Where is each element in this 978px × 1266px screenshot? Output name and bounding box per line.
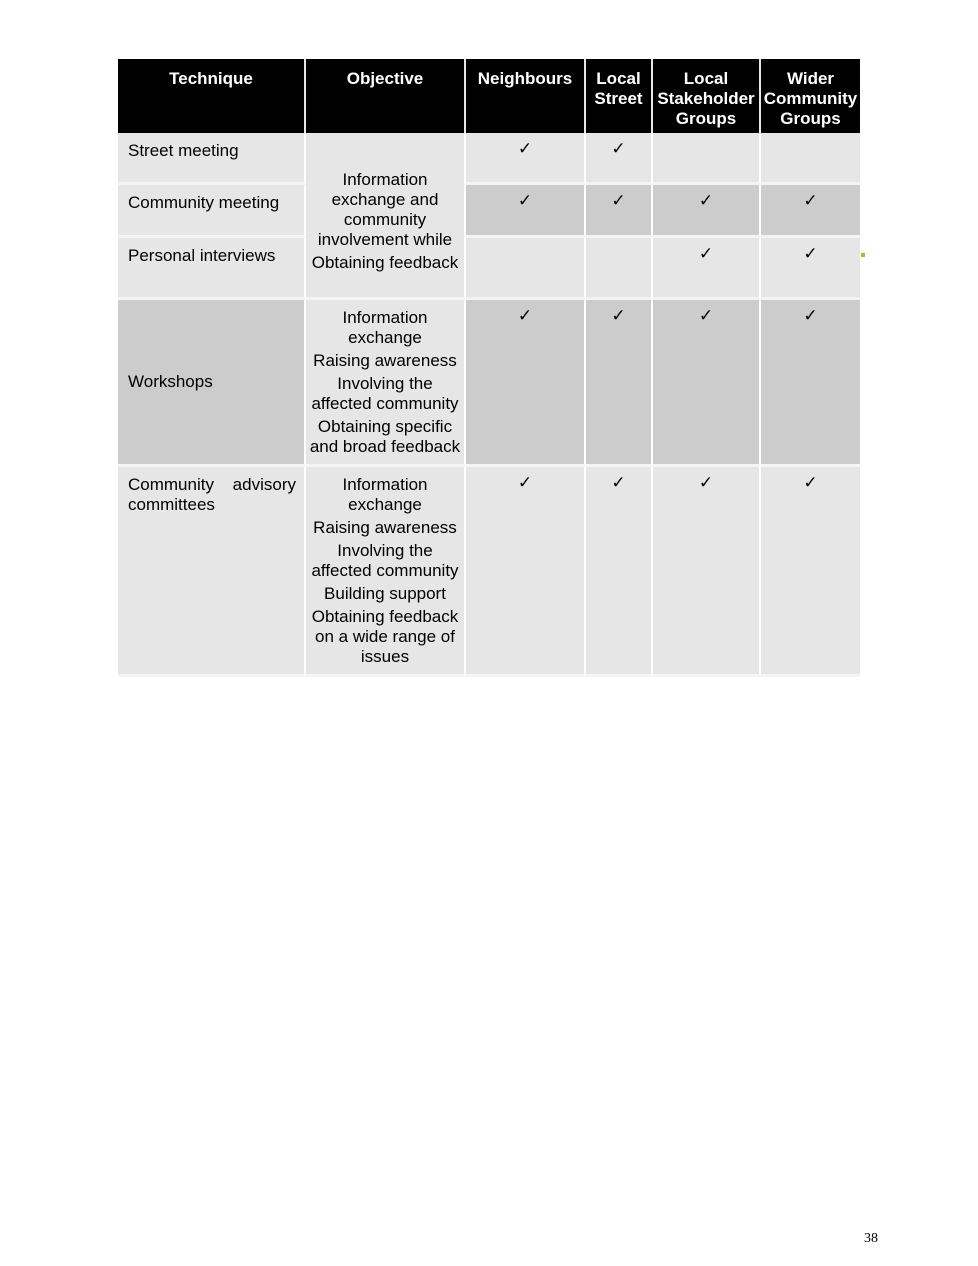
check-icon: ✓: [698, 306, 714, 325]
header-local-stakeholder-groups: Local Stakeholder Groups: [653, 59, 761, 133]
check-cell: [761, 238, 860, 300]
check-icon: ✓: [611, 306, 626, 325]
technique-cell: Community meeting: [118, 185, 306, 238]
objective-line: Involving the affected community: [311, 541, 459, 580]
check-cell: [586, 300, 653, 467]
check-icon: ✓: [698, 191, 714, 210]
check-cell: [586, 238, 653, 300]
technique-table: [118, 59, 860, 677]
check-cell: [761, 185, 860, 238]
check-icon: ✓: [698, 473, 714, 492]
header-local-street: Local Street: [586, 59, 653, 133]
technique-cell: Personal interviews: [118, 238, 306, 300]
check-icon: ✓: [517, 306, 533, 325]
check-icon: ✓: [611, 139, 626, 158]
objective-cell: [306, 467, 466, 677]
objective-line: Raising awareness: [313, 518, 457, 537]
header-neighbours: Neighbours: [466, 59, 586, 133]
check-cell: [586, 185, 653, 238]
check-icon: ✓: [698, 244, 714, 263]
header-row: [118, 59, 860, 133]
check-cell: [586, 133, 653, 185]
technique-cell: Street meeting: [118, 133, 306, 185]
check-cell: [653, 467, 761, 677]
table-row: [118, 300, 860, 467]
objective-line: Building support: [324, 584, 446, 603]
technique-cell: Workshops: [118, 300, 306, 467]
check-cell: [466, 238, 586, 300]
table-row: [118, 185, 860, 238]
green-dot-mark: [861, 253, 865, 257]
check-cell: [653, 300, 761, 467]
check-cell: [466, 467, 586, 677]
check-icon: ✓: [517, 139, 533, 158]
check-icon: ✓: [803, 306, 818, 325]
check-icon: ✓: [517, 473, 533, 492]
check-cell: [761, 467, 860, 677]
table-row: [118, 238, 860, 300]
objective-line: Obtaining feedback: [311, 253, 459, 272]
check-cell: [653, 238, 761, 300]
objective-line: Raising awareness: [313, 351, 457, 370]
check-icon: ✓: [803, 244, 818, 263]
check-icon: ✓: [611, 473, 626, 492]
header-technique: Technique: [118, 59, 306, 133]
header-wider-community-groups: Wider Community Groups: [761, 59, 860, 133]
technique-cell: Community advisory committees: [118, 467, 306, 677]
header-objective: Objective: [306, 59, 466, 133]
check-cell: [466, 185, 586, 238]
objective-line: Obtaining feedback on a wide range of issues: [311, 607, 459, 666]
check-cell: [761, 133, 860, 185]
objective-line: Obtaining specific and broad feedback: [309, 417, 461, 456]
check-cell: [653, 185, 761, 238]
page-number: 38: [864, 1231, 878, 1246]
objective-cell: [306, 133, 466, 300]
check-icon: ✓: [803, 191, 818, 210]
objective-cell: [306, 300, 466, 467]
check-icon: ✓: [803, 473, 818, 492]
objective-line: Information exchange: [342, 308, 428, 347]
table-row: [118, 133, 860, 185]
objective-line: Information exchange: [342, 475, 428, 514]
check-cell: [466, 300, 586, 467]
check-cell: [466, 133, 586, 185]
table-row: [118, 467, 860, 677]
check-icon: ✓: [611, 191, 626, 210]
check-cell: [653, 133, 761, 185]
objective-line: Involving the affected community: [311, 374, 459, 413]
check-cell: [586, 467, 653, 677]
check-icon: ✓: [517, 191, 533, 210]
objective-line: Information exchange and community involvement while: [317, 170, 453, 249]
check-cell: [761, 300, 860, 467]
